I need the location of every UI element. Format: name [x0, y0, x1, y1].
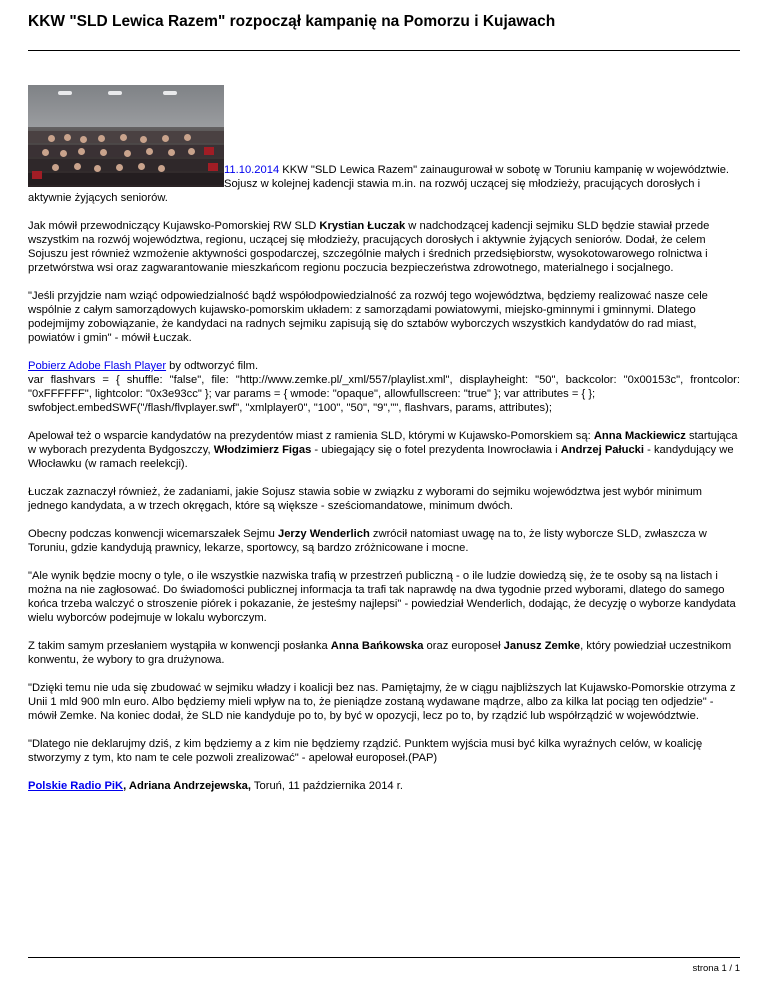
paragraph-2: "Jeśli przyjdzie nam wziąć odpowiedzialność bądź współodpowiedzialność za rozwój tego województwa, będziemy realizować nasze cele wspólnie z całym samorządowych kujawsko-pomorskim układem: z samorządami powiatowymi, miejsko-gminnymi i gminnymi. Dlatego podejmijmy zobowiązanie, że kandydaci na radnych sejmiku zapisują się do sztabów wyborczych wszystkich kandydatów do rad miast, powiatów i gmin" - mówił Łuczak.: [28, 290, 708, 344]
source-link[interactable]: Polskie Radio PiK: [28, 780, 124, 792]
paragraph-9: "Dlatego nie deklarujmy dziś, z kim będziemy a z kim nie będziemy rządzić. Punktem wyjścia musi być kilka wyraźnych celów, w koalicję stworzymy z tym, kto nam te cele pozwoli zrealizować" - apelował europoseł.(PAP): [28, 738, 703, 764]
paragraph-8: "Dzięki temu nie uda się zbudować w sejmiku władzy i koalicji bez nas. Pamiętajmy, że w ciągu najbliższych lat Kujawsko-Pomorskie otrzyma z Unii 1 mld 900 mln euro. Albo będziemy mieli wpływ na to, że pieniądze zostaną wydawane mądrze, albo za kilka lat pociąg ten odjedzie" - mówił Zemke. Na koniec dodał, że SLD nie kandyduje po to, by być w opozycji, lecz po to, by rządzić lub współrządzić w województwie.: [28, 682, 736, 722]
intro-paragraph: [28, 85, 740, 205]
person-name: Anna Mackiewicz: [593, 430, 686, 442]
paragraph-6: "Ale wynik będzie mocny o tyle, o ile wszystkie nazwiska trafią w przestrzeń publiczną - o ile ludzie dowiedzą się, że te osoby są na listach i można na nie zagłosować. Do świadomości publicznej informacja ta trafi tak naprawdę na dwa tygodnie przed wyborami, dlatego do samego końca trzeba walczyć o stroszenie piórek i pokazanie, że jesteśmy najlepsi" - powiedział Wenderlich, dodając, że decyzję o wyborze kandydata wielu wyborców podejmuje w lokalu wyborczym.: [28, 570, 736, 624]
paragraph-4: Łuczak zaznaczył również, że zadaniami, jakie Sojusz stawia sobie w związku z wyborami do sejmiku województwa jest wybór minimum jednego kandydata, a w trzech okręgach, które są większe - sześciomandatowe, minimum dwóch.: [28, 486, 702, 512]
intro-text: KKW "SLD Lewica Razem" zainaugurował w sobotę w Toruniu kampanię w województwie. Sojusz w kolejnej kadencji stawia m.in. na rozwój uczącej się młodzieży, pracujących dorosłych i aktywnie żyjących seniorów.: [28, 164, 730, 204]
paragraph-3: Apelował też o wsparcie kandydatów na prezydentów miast z ramienia SLD, którymi w Kujawsko-Pomorskiem są: Anna Mackiewicz startująca w wyborach prezydenta Bydgoszczy, Włodzimierz Figas - ubiegający się o fotel prezydenta Inowrocławia i Andrzej Pałucki - kandydujący we Włocławku (w ramach reelekcji).: [28, 430, 738, 470]
person-name: Janusz Zemke: [503, 640, 581, 652]
person-name: Jerzy Wenderlich: [277, 528, 370, 540]
footer-divider: [28, 957, 740, 958]
author-name: , Adriana Andrzejewska,: [123, 780, 251, 792]
flash-block: Pobierz Adobe Flash Player by odtworzyć film. var flashvars = { shuffle: "false", file: "http://www.zemke.pl/_xml/557/playlist.xml", displayheight: "50", backcolor: "0x00153c", frontcolor: "0xFFFFFF", lightcolor: "0x3e93cc" }; var params = { wmode: "opaque", allowfullscreen: "true" }; var attributes = { }; swfobject.embedSWF("/flash/flvplayer.swf", "xmlplayer0", "100", "50", "9","", flashvars, params, attributes);: [28, 360, 740, 414]
header-divider: [28, 50, 740, 51]
person-name: Włodzimierz Figas: [213, 444, 312, 456]
person-name: Krystian Łuczak: [319, 220, 406, 232]
paragraph-5: Obecny podczas konwencji wicemarszałek Sejmu Jerzy Wenderlich zwrócił natomiast uwagę na to, że listy wyborcze SLD, zwłaszcza w Toruniu, gdzie kandydują prawnicy, lekarze, sportowcy, są bardzo zróżnicowane i mocne.: [28, 528, 707, 554]
convention-photo: [28, 85, 224, 187]
article-date: 11.10.2014: [224, 164, 280, 176]
flash-player-link[interactable]: Pobierz Adobe Flash Player: [28, 360, 167, 372]
flash-code: var flashvars = { shuffle: "false", file: "http://www.zemke.pl/_xml/557/playlist.xml", displayheight: "50", backcolor: "0x00153c", frontcolor: "0xFFFFFF", lightcolor: "0x3e93cc" }; var params = { wmode: "opaque", allowfullscreen: "true" }; var attributes = { };: [28, 374, 740, 400]
person-name: Anna Bańkowska: [330, 640, 424, 652]
person-name: Andrzej Pałucki: [560, 444, 644, 456]
page-number: strona 1 / 1: [692, 963, 740, 974]
paragraph-7: Z takim samym przesłaniem wystąpiła w konwencji posłanka Anna Bańkowska oraz europoseł Janusz Zemke, który powiedział uczestnikom konwentu, że wybory to gra drużynowa.: [28, 640, 732, 666]
page-title: KKW "SLD Lewica Razem" rozpoczął kampanię na Pomorzu i Kujawach: [28, 13, 556, 30]
source-line: Polskie Radio PiK, Adriana Andrzejewska, Toruń, 11 października 2014 r.: [28, 780, 403, 792]
paragraph-1: Jak mówił przewodniczący Kujawsko-Pomorskiej RW SLD Krystian Łuczak w nadchodzącej kadencji sejmiku SLD będzie stawiał przede wszystkim na rozwój województwa, regionu, uczącej się młodzieży, pracujących dorosłych i aktywnie żyjących seniorów. Dodał, że celem Sojuszu jest również wzmożenie aktywności gospodarczej, szczególnie małych i średnich przedsiębiorstw, wysokotowarowego rolnictwa i przetwórstwa wsi oraz zagwarantowanie mieszkańcom regionu poczucia bezpieczeństwa zdrowotnego, materialnego i socjalnego.: [28, 220, 710, 274]
article-body: [28, 85, 740, 807]
flash-code-embed: swfobject.embedSWF("/flash/flvplayer.swf", "xmlplayer0", "100", "50", "9","", flashvars, params, attributes);: [28, 402, 552, 414]
